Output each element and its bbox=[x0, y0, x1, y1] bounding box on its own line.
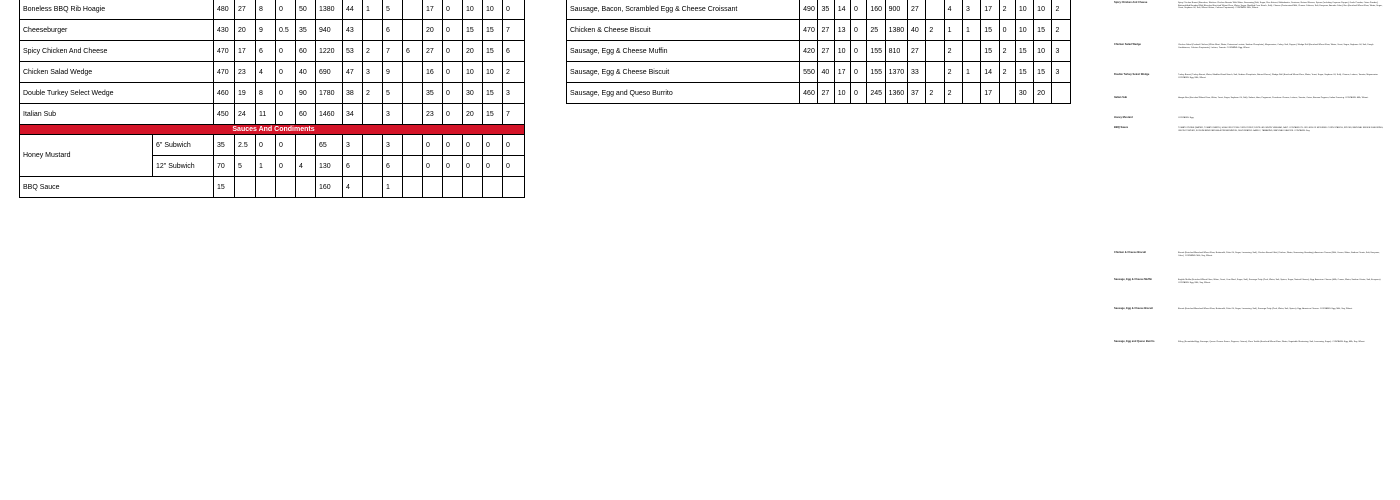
nutrient-value: 10 bbox=[483, 62, 503, 83]
item-name: Sausage, Bacon, Scrambled Egg & Cheese Croissant bbox=[567, 0, 800, 20]
nutrient-value: 940 bbox=[316, 20, 343, 41]
nutrient-value: 0 bbox=[276, 41, 296, 62]
nutrient-value: 38 bbox=[343, 83, 363, 104]
nutrient-value: 1380 bbox=[316, 0, 343, 20]
nutrient-value: 27 bbox=[818, 41, 834, 62]
nutrient-value: 23 bbox=[423, 104, 443, 125]
nutrient-value: 40 bbox=[296, 62, 316, 83]
ingredient-text: Hoagie Bun (Enriched Wheat Flour, Water, Yeast, Sugar, Soybean Oil, Salt), Salami, Ham, Pepperoni, Provolone Cheese, Lettuce, Tomato, Onion, Banana Peppers, Italian Dressing. CONTAINS: Milk, Wheat. bbox=[1178, 97, 1369, 99]
nutrient-value: 2 bbox=[363, 41, 383, 62]
ingredient-text: Filling (Scrambled Egg, Sausage, Queso Cheese Sauce, Peppers, Onions), Flour Tortilla (Enriched Wheat Flour, Water, Vegetable Shortening, Salt, Leavening, Sugar). CONTAINS: Egg, Milk, Soy, Wheat. bbox=[1178, 341, 1365, 343]
nutrient-value: 3 bbox=[962, 0, 980, 20]
ingredient-label: Sausage, Egg and Queso Burrito bbox=[1114, 340, 1155, 343]
nutrient-value: 5 bbox=[235, 156, 256, 177]
nutrient-value: 10 bbox=[1015, 20, 1033, 41]
nutrient-value: 35 bbox=[423, 83, 443, 104]
nutrient-value: 0.5 bbox=[276, 20, 296, 41]
nutrient-value: 15 bbox=[214, 177, 235, 198]
ingredient-text: CONTAINS: Egg. bbox=[1178, 117, 1195, 119]
nutrient-value: 0 bbox=[851, 83, 867, 104]
nutrient-value: 160 bbox=[316, 177, 343, 198]
nutrient-value: 20 bbox=[463, 41, 483, 62]
nutrient-value bbox=[235, 177, 256, 198]
nutrient-value bbox=[403, 0, 423, 20]
nutrient-value: 17 bbox=[834, 62, 850, 83]
nutrient-value: 20 bbox=[423, 20, 443, 41]
nutrient-value bbox=[443, 177, 463, 198]
nutrient-value: 14 bbox=[981, 62, 999, 83]
ingredient-text: English Muffin (Enriched Wheat Flour, Water, Yeast, Corn Meal, Sugar, Salt), Sausage Patty (Pork, Water, Salt, Spices, Sugar, Natural Flavors), Egg, American Cheese (Milk, Cream, Water, Sodium Citrate, Salt, Enzymes). CONTAINS: Egg, Milk, Soy, Wheat. bbox=[1178, 279, 1382, 284]
nutrient-value: 25 bbox=[867, 20, 885, 41]
ingredient-label: Sausage, Egg & Cheese Biscuit bbox=[1114, 307, 1153, 310]
nutrient-value: 1780 bbox=[316, 83, 343, 104]
nutrient-value bbox=[256, 177, 276, 198]
nutrient-value: 0 bbox=[851, 0, 867, 20]
nutrient-value: 8 bbox=[256, 0, 276, 20]
table-row bbox=[20, 135, 525, 156]
item-name: Spicy Chicken And Cheese bbox=[20, 41, 214, 62]
nutrient-value: 1 bbox=[962, 20, 980, 41]
nutrient-value: 0 bbox=[443, 83, 463, 104]
nutrient-value bbox=[403, 83, 423, 104]
nutrient-value: 155 bbox=[867, 41, 885, 62]
nutrient-value: 0 bbox=[503, 0, 525, 20]
nutrient-value: 8 bbox=[256, 83, 276, 104]
nutrient-value: 430 bbox=[214, 20, 235, 41]
nutrient-value: 9 bbox=[256, 20, 276, 41]
nutrient-value: 460 bbox=[800, 83, 818, 104]
nutrient-value: 2.5 bbox=[235, 135, 256, 156]
nutrient-value: 27 bbox=[818, 83, 834, 104]
item-name: BBQ Sauce bbox=[20, 177, 214, 198]
item-name: Chicken & Cheese Biscuit bbox=[567, 20, 800, 41]
nutrient-value: 130 bbox=[316, 156, 343, 177]
nutrient-value: 65 bbox=[316, 135, 343, 156]
nutrient-value: 1 bbox=[383, 177, 403, 198]
nutrient-value bbox=[403, 156, 423, 177]
nutrient-value bbox=[503, 177, 525, 198]
nutrient-value: 810 bbox=[885, 41, 907, 62]
item-name: Sausage, Egg & Cheese Biscuit bbox=[567, 62, 800, 83]
nutrient-value bbox=[363, 135, 383, 156]
serving-size-label: 12" Subwich bbox=[153, 156, 214, 177]
nutrient-value bbox=[403, 177, 423, 198]
nutrient-value: 1380 bbox=[885, 20, 907, 41]
nutrient-value: 10 bbox=[1034, 41, 1052, 62]
nutrient-value: 6 bbox=[256, 41, 276, 62]
nutrient-value: 10 bbox=[834, 41, 850, 62]
nutrient-value: 0 bbox=[999, 20, 1015, 41]
nutrient-value: 20 bbox=[463, 104, 483, 125]
nutrient-value: 15 bbox=[1015, 62, 1033, 83]
ingredient-text: Biscuit (Enriched Bleached Wheat Flour, Buttermilk, Palm Oil, Sugar, Leavening, Salt), Chicken Breast Fillet (Chicken, Water, Seasoning, Breading), American Cheese (Milk, Cream, Water, Sodium Citrate, Salt, Enzymes, Color). CONTAINS: Milk, Soy, Wheat. bbox=[1178, 252, 1380, 257]
table-row bbox=[567, 83, 1071, 104]
left-nutrition-table bbox=[19, 0, 525, 198]
nutrient-value: 17 bbox=[235, 41, 256, 62]
nutrient-value: 2 bbox=[503, 62, 525, 83]
nutrient-value bbox=[296, 135, 316, 156]
nutrient-value: 7 bbox=[503, 104, 525, 125]
nutrient-value: 0 bbox=[851, 62, 867, 83]
nutrient-value: 0 bbox=[443, 156, 463, 177]
item-name: Boneless BBQ Rib Hoagie bbox=[20, 0, 214, 20]
nutrient-value: 10 bbox=[834, 83, 850, 104]
nutrient-value bbox=[999, 83, 1015, 104]
nutrient-value bbox=[926, 0, 944, 20]
nutrient-value: 14 bbox=[834, 0, 850, 20]
nutrient-value bbox=[403, 135, 423, 156]
nutrient-value: 0 bbox=[463, 156, 483, 177]
nutrient-value: 2 bbox=[999, 62, 1015, 83]
ingredient-text: Spicy Chicken Breast (Boneless, Skinless Chicken Breasts With Water, Seasoning [Salt, Sugar, Rice Extract, Maltodextrin, Dextrose, Natural Flavors, Spices (Including Cayenne Pepper), Garlic Powder, Onion Powder], Battered And Breaded With Bleached Enriched Wheat Flour, Water, Sugar, Modified Corn Starch, Salt), Cheese (Pasteurized Milk, Cheese Cultures, Salt, Enzymes, Annatto Color), Bun (Enriched Wheat Flour, Water, Sugar, Yeast, Soybean Oil, Salt, Wheat Gluten, Calcium Propionate). CONTAINS: Milk, Wheat. bbox=[1178, 2, 1383, 10]
nutrient-value: 40 bbox=[908, 20, 926, 41]
nutrient-value: 40 bbox=[818, 62, 834, 83]
nutrient-value: 0 bbox=[276, 83, 296, 104]
nutrient-value: 44 bbox=[343, 0, 363, 20]
nutrient-value: 0 bbox=[503, 135, 525, 156]
nutrient-value: 15 bbox=[1015, 41, 1033, 62]
table-row bbox=[20, 0, 525, 20]
nutrient-value bbox=[296, 177, 316, 198]
ingredient-text: TOMATO PUREE (WATER, TOMATO PASTE), HIGH FRUCTOSE CORN SYRUP, DISTILLED WHITE VINEGAR, SALT. CONTAINS 2% OR LESS OF MODIFIED CORN STARCH, SPICES, NATURAL SMOKE FLAVORING, ONION POWDER, SODIUM BENZOATE AS A PRESERVATIVE, DEHYDRATED GARLIC, TAMARIND, NATURAL FLAVORS. CONTAINS: Soy. bbox=[1178, 127, 1384, 132]
item-name: Sausage, Egg and Queso Burrito bbox=[567, 83, 800, 104]
nutrient-value: 43 bbox=[343, 20, 363, 41]
nutrient-value: 60 bbox=[296, 104, 316, 125]
nutrient-value: 27 bbox=[908, 0, 926, 20]
nutrient-value: 550 bbox=[800, 62, 818, 83]
table-row bbox=[20, 177, 525, 198]
nutrient-value: 1 bbox=[363, 0, 383, 20]
item-name: Double Turkey Select Wedge bbox=[20, 83, 214, 104]
nutrient-value: 10 bbox=[1034, 0, 1052, 20]
nutrient-value: 15 bbox=[483, 104, 503, 125]
table-row bbox=[567, 62, 1071, 83]
nutrient-value: 90 bbox=[296, 83, 316, 104]
nutrient-value: 70 bbox=[214, 156, 235, 177]
nutrient-value: 15 bbox=[483, 41, 503, 62]
nutrient-value: 0 bbox=[443, 135, 463, 156]
nutrient-value bbox=[363, 20, 383, 41]
nutrient-value: 3 bbox=[383, 135, 403, 156]
item-name: Cheeseburger bbox=[20, 20, 214, 41]
ingredient-label: Honey Mustard bbox=[1114, 116, 1133, 119]
table-row bbox=[567, 20, 1071, 41]
nutrient-value: 480 bbox=[214, 0, 235, 20]
nutrient-value: 3 bbox=[503, 83, 525, 104]
ingredient-label: Double Turkey Select Wedge bbox=[1114, 73, 1150, 76]
nutrient-value: 0 bbox=[423, 156, 443, 177]
nutrient-value: 0 bbox=[276, 104, 296, 125]
nutrient-value: 47 bbox=[343, 62, 363, 83]
nutrient-value: 1220 bbox=[316, 41, 343, 62]
ingredient-label: Italian Sub bbox=[1114, 96, 1128, 99]
ingredient-label: Chicken & Cheese Biscuit bbox=[1114, 251, 1147, 254]
nutrient-value: 19 bbox=[235, 83, 256, 104]
nutrient-value bbox=[363, 156, 383, 177]
nutrient-value: 1370 bbox=[885, 62, 907, 83]
nutrient-value: 6 bbox=[403, 41, 423, 62]
nutrient-value: 0 bbox=[851, 41, 867, 62]
nutrient-value: 20 bbox=[1034, 83, 1052, 104]
ingredients-panel-top bbox=[1114, 2, 1384, 142]
nutrient-value: 245 bbox=[867, 83, 885, 104]
ingredient-text: Chicken Salad (Cooked Chicken (White Meat, Water, Potassium Lactate, Sodium Phosphate), Mayonnaise, Celery, Salt, Pepper), Wedge Roll (Enriched Wheat Flour, Water, Yeast, Sugar, Soybean Oil, Salt, Dough Conditioners, Calcium Propionate), Lettuce, Tomato. CONTAINS: Egg, Wheat. bbox=[1178, 44, 1374, 49]
nutrient-value: 0 bbox=[483, 156, 503, 177]
nutrient-value: 0 bbox=[443, 41, 463, 62]
nutrient-value: 3 bbox=[363, 62, 383, 83]
nutrient-value: 6 bbox=[503, 41, 525, 62]
nutrient-value: 0 bbox=[483, 135, 503, 156]
nutrient-value: 23 bbox=[235, 62, 256, 83]
nutrient-value: 2 bbox=[926, 83, 944, 104]
nutrient-value: 4 bbox=[343, 177, 363, 198]
nutrient-value: 24 bbox=[235, 104, 256, 125]
nutrient-value: 460 bbox=[214, 83, 235, 104]
ingredient-text: Biscuit (Enriched Bleached Wheat Flour, Buttermilk, Palm Oil, Sugar, Leavening, Salt), Sausage Patty (Pork, Water, Salt, Spices), Egg, American Cheese. CONTAINS: Egg, Milk, Soy, Wheat. bbox=[1178, 308, 1353, 310]
nutrient-value: 6 bbox=[343, 156, 363, 177]
nutrient-value: 35 bbox=[296, 20, 316, 41]
nutrient-value: 27 bbox=[818, 20, 834, 41]
nutrient-value: 15 bbox=[1034, 62, 1052, 83]
nutrient-value: 0 bbox=[276, 0, 296, 20]
table-row bbox=[20, 104, 525, 125]
nutrient-value: 1 bbox=[962, 62, 980, 83]
nutrient-value: 6 bbox=[383, 156, 403, 177]
nutrient-value: 2 bbox=[1052, 0, 1071, 20]
nutrient-value: 450 bbox=[214, 104, 235, 125]
nutrient-value: 0 bbox=[423, 135, 443, 156]
nutrient-value: 1360 bbox=[885, 83, 907, 104]
nutrient-value: 30 bbox=[463, 83, 483, 104]
table-row bbox=[20, 125, 525, 135]
nutrient-value: 15 bbox=[1034, 20, 1052, 41]
nutrient-value: 9 bbox=[383, 62, 403, 83]
nutrient-value: 0 bbox=[276, 135, 296, 156]
nutrient-value bbox=[926, 62, 944, 83]
right-nutrition-table bbox=[566, 0, 1071, 104]
nutrient-value: 10 bbox=[483, 0, 503, 20]
nutrient-value: 900 bbox=[885, 0, 907, 20]
nutrient-value bbox=[403, 20, 423, 41]
nutrient-value: 0 bbox=[463, 135, 483, 156]
ingredient-label: Sausage, Egg & Cheese Muffin bbox=[1114, 278, 1153, 281]
nutrient-value bbox=[403, 104, 423, 125]
nutrient-value bbox=[483, 177, 503, 198]
nutrient-value: 53 bbox=[343, 41, 363, 62]
nutrient-value: 27 bbox=[908, 41, 926, 62]
nutrient-value: 1 bbox=[944, 20, 962, 41]
nutrient-value: 0 bbox=[443, 104, 463, 125]
nutrient-value: 2 bbox=[944, 41, 962, 62]
serving-size-label: 6" Subwich bbox=[153, 135, 214, 156]
table-row bbox=[20, 83, 525, 104]
nutrient-value: 5 bbox=[383, 0, 403, 20]
nutrient-value: 10 bbox=[463, 0, 483, 20]
nutrient-value: 1460 bbox=[316, 104, 343, 125]
nutrient-value: 15 bbox=[483, 83, 503, 104]
table-row bbox=[20, 20, 525, 41]
section-header: Sauces And Condiments bbox=[20, 125, 525, 135]
nutrient-value: 11 bbox=[256, 104, 276, 125]
nutrient-value: 15 bbox=[981, 41, 999, 62]
nutrient-value: 0 bbox=[851, 20, 867, 41]
nutrient-value: 4 bbox=[296, 156, 316, 177]
nutrient-value: 0 bbox=[256, 135, 276, 156]
nutrient-value: 0 bbox=[443, 62, 463, 83]
nutrient-value: 17 bbox=[423, 0, 443, 20]
table-row bbox=[567, 0, 1071, 20]
nutrient-value bbox=[403, 62, 423, 83]
nutrient-value: 155 bbox=[867, 62, 885, 83]
nutrient-value: 27 bbox=[235, 0, 256, 20]
nutrient-value bbox=[276, 177, 296, 198]
nutrient-value: 15 bbox=[981, 20, 999, 41]
nutrient-value: 2 bbox=[926, 20, 944, 41]
nutrient-value: 420 bbox=[800, 41, 818, 62]
nutrient-value bbox=[423, 177, 443, 198]
nutrient-value: 470 bbox=[800, 20, 818, 41]
nutrient-value: 0 bbox=[503, 156, 525, 177]
nutrient-value: 0 bbox=[443, 0, 463, 20]
nutrient-value: 0 bbox=[443, 20, 463, 41]
nutrient-value: 7 bbox=[503, 20, 525, 41]
nutrient-value: 37 bbox=[908, 83, 926, 104]
nutrient-value: 0 bbox=[276, 156, 296, 177]
nutrient-value: 60 bbox=[296, 41, 316, 62]
item-name: Honey Mustard bbox=[20, 135, 153, 177]
nutrient-value: 10 bbox=[463, 62, 483, 83]
nutrient-value: 0 bbox=[276, 62, 296, 83]
nutrient-value: 5 bbox=[383, 83, 403, 104]
nutrient-value: 4 bbox=[256, 62, 276, 83]
nutrient-value: 3 bbox=[383, 104, 403, 125]
nutrient-value: 17 bbox=[981, 83, 999, 104]
nutrient-value: 2 bbox=[944, 83, 962, 104]
ingredient-label: BBQ Sauce bbox=[1114, 126, 1129, 129]
item-name: Sausage, Egg & Cheese Muffin bbox=[567, 41, 800, 62]
nutrient-value bbox=[1052, 83, 1071, 104]
nutrient-value: 3 bbox=[1052, 62, 1071, 83]
nutrient-value bbox=[463, 177, 483, 198]
nutrient-value: 4 bbox=[944, 0, 962, 20]
ingredients-panel-bottom bbox=[1114, 252, 1384, 392]
nutrient-value: 2 bbox=[999, 41, 1015, 62]
table-row bbox=[567, 41, 1071, 62]
nutrient-value: 1 bbox=[256, 156, 276, 177]
nutrient-value bbox=[962, 83, 980, 104]
nutrient-value: 16 bbox=[423, 62, 443, 83]
nutrient-value bbox=[363, 177, 383, 198]
nutrient-value bbox=[363, 104, 383, 125]
item-name: Italian Sub bbox=[20, 104, 214, 125]
table-row bbox=[20, 41, 525, 62]
nutrient-value: 13 bbox=[834, 20, 850, 41]
nutrient-value: 50 bbox=[296, 0, 316, 20]
nutrient-value: 2 bbox=[944, 62, 962, 83]
nutrient-value bbox=[962, 41, 980, 62]
nutrient-value: 470 bbox=[214, 41, 235, 62]
nutrient-value: 7 bbox=[383, 41, 403, 62]
nutrient-value: 2 bbox=[363, 83, 383, 104]
nutrient-value: 3 bbox=[343, 135, 363, 156]
nutrient-value: 2 bbox=[999, 0, 1015, 20]
nutrient-value: 690 bbox=[316, 62, 343, 83]
nutrient-value: 17 bbox=[981, 0, 999, 20]
nutrient-value: 30 bbox=[1015, 83, 1033, 104]
table-row bbox=[20, 62, 525, 83]
nutrient-value: 470 bbox=[214, 62, 235, 83]
nutrient-value: 10 bbox=[1015, 0, 1033, 20]
nutrient-value: 27 bbox=[423, 41, 443, 62]
nutrient-value: 2 bbox=[1052, 20, 1071, 41]
nutrient-value: 35 bbox=[214, 135, 235, 156]
nutrient-value: 33 bbox=[908, 62, 926, 83]
nutrient-value bbox=[926, 41, 944, 62]
nutrient-value: 3 bbox=[1052, 41, 1071, 62]
nutrient-value: 15 bbox=[463, 20, 483, 41]
nutrient-value: 490 bbox=[800, 0, 818, 20]
ingredient-label: Spicy Chicken And Cheese bbox=[1114, 1, 1148, 4]
nutrient-value: 15 bbox=[483, 20, 503, 41]
ingredient-text: Turkey Breast (Turkey Breast, Water, Modified Food Starch, Salt, Sodium Phosphate, Natural Flavor), Wedge Roll (Enriched Wheat Flour, Water, Yeast, Sugar, Soybean Oil, Salt), Cheese, Lettuce, Tomato, Mayonnaise. CONTAINS: Egg, Milk, Wheat. bbox=[1178, 74, 1379, 79]
nutrient-value: 35 bbox=[818, 0, 834, 20]
ingredient-label: Chicken Salad Wedge bbox=[1114, 43, 1141, 46]
nutrient-value: 34 bbox=[343, 104, 363, 125]
item-name: Chicken Salad Wedge bbox=[20, 62, 214, 83]
nutrient-value: 6 bbox=[383, 20, 403, 41]
nutrient-value: 20 bbox=[235, 20, 256, 41]
nutrient-value: 160 bbox=[867, 0, 885, 20]
